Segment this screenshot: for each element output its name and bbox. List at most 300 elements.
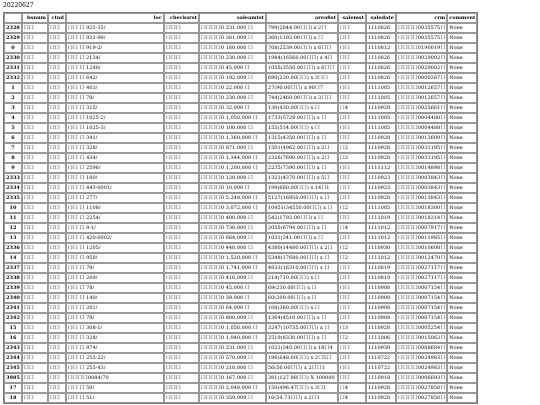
ctnd-cell: 口口 (48, 63, 66, 73)
salemst-cell: 口口 (338, 123, 366, 133)
comment-cell: None (447, 353, 477, 363)
loc-cell: 口口 口 1025-3/ (66, 123, 164, 133)
comment-cell: None (447, 383, 477, 393)
row-index: 2342 (6, 315, 20, 321)
ctnd-cell: 口口 (48, 83, 66, 93)
area8st-cell: 1315(4350.00口口) x 口 (266, 133, 338, 143)
area8st-cell: 1733(5729.00口口) x 口 (266, 113, 338, 123)
area8st-cell: 5127(16950.00口口) x 口 (266, 193, 338, 203)
table-row (4, 213, 477, 223)
salemst-cell: 口4 (338, 393, 366, 403)
table-row (4, 293, 477, 303)
checksrst-cell: 口口口 (164, 233, 199, 243)
crm-cell: 口口口口0025661口 (397, 105, 446, 111)
table-row (4, 123, 477, 133)
saledate-cell: 1110928 (366, 193, 396, 203)
salemst-cell: 口口 (338, 373, 366, 383)
checksrst-cell: 口口口 (164, 313, 199, 323)
area8st-cell: 60(200.00口口) x 口 (266, 293, 338, 303)
ctnd-cell: 口口 (48, 233, 66, 243)
crm-cell: 口口口口0003843口 (397, 185, 446, 191)
bsnum-cell: 口口 (22, 183, 48, 193)
bsnum-cell: 口口 (22, 113, 48, 123)
saleamtst-cell: 口口口口0 1,050,000 口 (199, 113, 266, 123)
table-row (4, 63, 477, 73)
saledate-cell: 1110908 (366, 313, 396, 323)
col-header-comment: comment (449, 15, 476, 21)
bsnum-cell: 口口 (22, 163, 48, 173)
saleamtst-cell: 口口口口0 32,000 口 (199, 103, 266, 113)
crm-cell: 口口口口0012657口 (397, 85, 446, 91)
saleamtst-cell: 口口口口0 871,000 口 (199, 143, 266, 153)
comment-cell: None (447, 53, 477, 63)
crm-cell: 口口口口0027117口 (397, 275, 446, 281)
checksrst-cell: 口口口 (164, 343, 199, 353)
table-row (4, 43, 477, 53)
saleamtst-cell: 口口口口0 738,000 口 (199, 223, 266, 233)
comment-cell: None (447, 73, 477, 83)
ctnd-cell: 口口 (48, 203, 66, 213)
saleamtst-cell: 口口口口0 5,248,000 口 (199, 193, 266, 203)
salemst-cell: 口口 (338, 23, 366, 33)
salemst-cell: 口口 (338, 83, 366, 93)
saleamtst-cell: 口口口口0 1,200,000 口 (199, 163, 266, 173)
checksrst-cell: 口口口 (164, 203, 199, 213)
comment-cell: None (447, 293, 477, 303)
saleamtst-cell: 口口口口0 39,000 口 (199, 293, 266, 303)
checksrst-cell: 口口口 (164, 333, 199, 343)
saledate-cell: 1110923 (366, 173, 396, 183)
saledate-cell: 1110908 (366, 293, 396, 303)
table-row (4, 343, 477, 353)
area8st-cell: 1021(340.00口口) x 18口4 (266, 343, 338, 353)
crm-cell: 口口口口0015063口 (397, 335, 446, 341)
table-row (4, 183, 477, 193)
ctnd-cell: 口口 (48, 93, 66, 103)
loc-cell: 口口 口 434/ (66, 153, 164, 163)
bsnum-cell: 口口 (22, 143, 48, 153)
salemst-cell: 口口 (338, 233, 366, 243)
bsnum-cell: 口口 (22, 323, 48, 333)
row-index: 2334 (6, 185, 20, 191)
checksrst-cell: 口口口 (164, 163, 199, 173)
comment-cell: None (447, 43, 477, 53)
area8st-cell: 150(496.47口口) x 3口1 (266, 383, 338, 393)
area8st-cell: 2519(8330.00口口) x 口 (266, 333, 338, 343)
checksrst-cell: 口口口 (164, 133, 199, 143)
salemst-cell: 口口 (338, 73, 366, 83)
comment-cell: None (447, 113, 477, 123)
saledate-cell: 1110812 (366, 43, 396, 53)
area8st-cell: 360(1193.00口口) x 口 (266, 33, 338, 43)
ctnd-cell: 口口 (48, 223, 66, 233)
saleamtst-cell: 口口口口0 167,000 口 (199, 373, 266, 383)
row-index: 2331 (6, 65, 20, 71)
loc-cell: 口口 口 950/ (66, 253, 164, 263)
saleamtst-cell: 口口口口0 45,000 口 (199, 283, 266, 293)
checksrst-cell: 口口口 (164, 303, 199, 313)
crm-cell: 口口口口0018214口 (397, 215, 446, 221)
saleamtst-cell: 口口口口0 301,000 口 (199, 33, 266, 43)
row-index: 2337 (6, 265, 20, 271)
bsnum-cell: 口口 (22, 93, 48, 103)
area8st-cell: 130(430.00口口) x 口 (266, 103, 338, 113)
table-row (4, 93, 477, 103)
ctnd-cell: 口口 (48, 163, 66, 173)
area8st-cell: 1984(16560.00口口) x 4口 (266, 53, 338, 63)
col-header-area8st: area8st (266, 13, 338, 23)
saleamtst-cell: 口口口口0 192,000 口 (199, 73, 266, 83)
area8st-cell: 768(2539.00口口) x 6口口 (266, 43, 338, 53)
row-index: 13 (4, 233, 22, 243)
checksrst-cell: 口口口 (164, 103, 199, 113)
checksrst-cell: 口口口 (164, 143, 199, 153)
comment-cell: None (447, 193, 477, 203)
saledate-cell: 1110928 (366, 323, 396, 333)
crm-cell: 口口口口0018300口 (397, 205, 446, 211)
salemst-cell: 口3 (338, 323, 366, 333)
bsnum-cell: 口口 (22, 353, 48, 363)
ctnd-cell: 口口 (48, 53, 66, 63)
salemst-cell: 口口 (338, 293, 366, 303)
saleamtst-cell: 口口口口0 359,000 口 (199, 393, 266, 403)
table-row (4, 83, 477, 93)
area8st-cell: 1055(3550.00口口) x 6口口 (266, 63, 338, 73)
salemst-cell: 口口 (338, 63, 366, 73)
area8st-cell: 199(660.00口口) x 14口1 (266, 183, 338, 193)
ctnd-cell: 口口 (48, 273, 66, 283)
area8st-cell: 196(648.00口口) x 2口5口 (266, 353, 338, 363)
row-index: 8 (4, 153, 22, 163)
row-index: 12 (4, 223, 22, 233)
row-index: 16 (4, 333, 22, 343)
comment-cell: None (447, 223, 477, 233)
col-header-saleamtst: saleamtst (199, 13, 266, 23)
checksrst-cell: 口口口 (164, 43, 199, 53)
crm-cell: 口口口口0027117口 (397, 265, 446, 271)
saledate-cell: 1110826 (366, 33, 396, 43)
saleamtst-cell: 口口口口0 664,000 口 (199, 233, 266, 243)
loc-cell: 口口 口 308-1/ (66, 323, 164, 333)
checksrst-cell: 口口口 (164, 113, 199, 123)
loc-cell: 口口 口 78/ (66, 313, 164, 323)
saleamtst-cell: 口口口口0 10,000 口 (199, 183, 266, 193)
checksrst-cell: 口口口 (164, 373, 199, 383)
bsnum-cell: 口口 (22, 73, 48, 83)
salemst-cell: 口口 (338, 353, 366, 363)
comment-cell: None (447, 123, 477, 133)
comment-cell: None (447, 363, 477, 373)
comment-cell: None (447, 83, 477, 93)
bsnum-cell: 口口 (22, 303, 48, 313)
saleamtst-cell: 口口口口0 1,344,000 口 (199, 153, 266, 163)
checksrst-cell: 口口口 (164, 73, 199, 83)
table-row (4, 153, 477, 163)
area8st-cell: 1501(4962.00口口) x 2口 (266, 143, 338, 153)
saleamtst-cell: 口口口口0 128,000 口 (199, 173, 266, 183)
loc-cell: 口口 口 78/ (66, 93, 164, 103)
saledate-cell: 1110826 (366, 53, 396, 63)
loc-cell: 口口 口 1108/ (66, 203, 164, 213)
crm-cell: 口口口口0029002口 (397, 65, 446, 71)
row-index: 11 (4, 213, 22, 223)
salemst-cell: 口口 (338, 313, 366, 323)
row-index: 2345 (6, 365, 20, 371)
saledate-cell: 1111005 (366, 93, 396, 103)
table-row (4, 23, 477, 33)
saledate-cell: 1110928 (366, 153, 396, 163)
crm-cell: 口口口口0007917口 (397, 225, 446, 231)
crm-cell: 口口口口0004488口 (397, 115, 446, 121)
header-row (4, 13, 477, 23)
saledate-cell: 1110928 (366, 393, 396, 403)
saleamtst-cell: 口口口口0 1,741,000 口 (199, 263, 266, 273)
loc-cell: 口口 口 8-1/ (66, 223, 164, 233)
comment-cell: None (447, 263, 477, 273)
table-row (4, 223, 477, 233)
crm-cell: 口口口口0004488口 (397, 125, 446, 131)
loc-cell: 口口 口 2134/ (66, 53, 164, 63)
saledate-cell: 1111006 (366, 333, 396, 343)
crm-cell: 口口口口0031195口 (397, 155, 446, 161)
comment-cell: None (447, 273, 477, 283)
saledate-cell: 1110722 (366, 353, 396, 363)
saleamtst-cell: 口口口口0 416,000 口 (199, 273, 266, 283)
salemst-cell: 口口 (338, 363, 366, 373)
row-index: 2332 (6, 75, 20, 81)
saledate-cell: 1110819 (366, 263, 396, 273)
bsnum-cell: 口口 (22, 23, 48, 33)
comment-cell: None (447, 93, 477, 103)
area8st-cell: 2326(7690.00口口) x 2口 (266, 153, 338, 163)
ctnd-cell: 口口 (48, 333, 66, 343)
comment-cell: None (447, 33, 477, 43)
salemst-cell: 口口 (338, 53, 366, 63)
checksrst-cell: 口口口 (164, 63, 199, 73)
saledate-cell: 1110930 (366, 343, 396, 353)
salemst-cell: 口4 (338, 103, 366, 113)
ctnd-cell: 口口 (48, 33, 66, 43)
salemst-cell: 口2 (338, 203, 366, 213)
ctnd-cell: 口口 (48, 243, 66, 253)
ctnd-cell: 口口 (48, 353, 66, 363)
row-index: 4 (4, 113, 22, 123)
loc-cell: 口口 口 78/ (66, 263, 164, 273)
comment-cell: None (447, 393, 477, 403)
row-index: 2338 (6, 275, 20, 281)
crm-cell: 口口口口0007154口 (397, 315, 446, 321)
bsnum-cell: 口口 (22, 193, 48, 203)
table-row (4, 143, 477, 153)
salemst-cell: 口口 (338, 213, 366, 223)
loc-cell: 口口 口 180/ (66, 173, 164, 183)
loc-cell: 口口 口 51/ (66, 393, 164, 403)
crm-cell: 口口口口0008684口 (397, 345, 446, 351)
crm-cell: 口口口口0013843口 (397, 195, 446, 201)
ctnd-cell: 口口 (48, 143, 66, 153)
ctnd-cell: 口口 (48, 343, 66, 353)
row-index: 2339 (6, 285, 20, 291)
comment-cell: None (447, 143, 477, 153)
table-row (4, 103, 477, 113)
bsnum-cell: 口口 (22, 383, 48, 393)
bsnum-cell: 口口 (22, 263, 48, 273)
loc-cell: 口口 口 2596/ (66, 163, 164, 173)
salemst-cell: 口口 (338, 173, 366, 183)
salemst-cell: 口2 (338, 243, 366, 253)
row-index: 2330 (6, 55, 20, 61)
ctnd-cell: 口口 (48, 43, 66, 53)
area8st-cell: 2235(7390.00口口) x 口 (266, 163, 338, 173)
row-index: 2341 (6, 305, 20, 311)
loc-cell: 口口 口 328/ (66, 333, 164, 343)
saleamtst-cell: 口口口口0 231,000 口 (199, 343, 266, 353)
salemst-cell: 口2 (338, 143, 366, 153)
bsnum-cell: 口口 (22, 373, 48, 383)
row-index: 15 (4, 323, 22, 333)
comment-cell: None (447, 343, 477, 353)
salemst-cell: 口口 (338, 33, 366, 43)
comment-cell: None (447, 133, 477, 143)
comment-cell: None (447, 63, 477, 73)
saledate-cell: 1111005 (366, 83, 396, 93)
table-row (4, 193, 477, 203)
area8st-cell: 1321(4370.00口口) x 5口 (266, 173, 338, 183)
ctnd-cell: 口口 (48, 153, 66, 163)
bsnum-cell: 口口 (22, 83, 48, 93)
saledate-cell: 1110923 (366, 183, 396, 193)
ctnd-cell: 口口 (48, 73, 66, 83)
row-index: 2333 (6, 175, 20, 181)
table-row (4, 283, 477, 293)
table-row (4, 113, 477, 123)
area8st-cell: 744(2460.00口口) x 3口口 (266, 93, 338, 103)
bsnum-cell: 口口 (22, 133, 48, 143)
checksrst-cell: 口口口 (164, 273, 199, 283)
col-header-loc: loc (66, 13, 164, 23)
row-index: 1 (4, 83, 22, 93)
ctnd-cell: 口口 (48, 213, 66, 223)
loc-cell: 口口 口 921-35/ (66, 23, 164, 33)
crm-cell: 口口口口0031195口 (397, 145, 446, 151)
loc-cell: 口口 口 255-22/ (66, 353, 164, 363)
area8st-cell: 108(360.00口口) x 口 (266, 303, 338, 313)
comment-cell: None (447, 313, 477, 323)
area8st-cell: 4380(14480.00口口) x 2口 (266, 243, 338, 253)
area8st-cell: 5348(17680.00口口) x 口 (266, 253, 338, 263)
salemst-cell: 口口 (338, 183, 366, 193)
loc-cell: 口口 口 443-0001/ (66, 183, 164, 193)
loc-cell: 口口 口 1205/ (66, 243, 164, 253)
table-row (4, 273, 477, 283)
salemst-cell: 口口 (338, 93, 366, 103)
ctnd-cell: 口口 (48, 183, 66, 193)
saleamtst-cell: 口口口口0 2,048,000 口 (199, 383, 266, 393)
crm-cell: 口口口口0005254口 (397, 325, 446, 331)
checksrst-cell: 口口口 (164, 93, 199, 103)
area8st-cell: 4933(16310.00口口) x 口 (266, 263, 338, 273)
saleamtst-cell: 口口口口0 22,000 口 (199, 83, 266, 93)
table-row (4, 73, 477, 83)
area8st-cell: 56(56.00口口) x 2口口1 (266, 363, 338, 373)
loc-cell: 口口 口 403/ (66, 83, 164, 93)
loc-cell: 口口 口 315/ (66, 103, 164, 113)
row-index: 3 (4, 103, 22, 113)
row-index: 18 (4, 393, 22, 403)
row-index: 2336 (6, 245, 20, 251)
ctnd-cell: 口口 (48, 23, 66, 33)
saledate-cell: 1111005 (366, 113, 396, 123)
area8st-cell: 799(2644.00口口) x 2口 (266, 23, 338, 33)
comment-cell: None (447, 253, 477, 263)
saleamtst-cell: 口口口口0 1,360,000 口 (199, 133, 266, 143)
salemst-cell: 口口 (338, 133, 366, 143)
saleamtst-cell: 口口口口0 45,000 口 (199, 63, 266, 73)
loc-cell: 口口 口 2254/ (66, 213, 164, 223)
crm-cell: 口口口口0027850口 (397, 385, 446, 391)
row-index: 17 (4, 383, 22, 393)
loc-cell: 口口 口 921-90/ (66, 33, 164, 43)
area8st-cell: 542(1792.00口口) x 口 (266, 213, 338, 223)
ctnd-cell: 口口 (48, 253, 66, 263)
ctnd-cell: 口口 (48, 363, 66, 373)
bsnum-cell: 口口 (22, 253, 48, 263)
table-row (4, 313, 477, 323)
checksrst-cell: 口口口 (164, 293, 199, 303)
ctnd-cell: 口口 (48, 303, 66, 313)
crm-cell: 口口口口0010608口 (397, 245, 446, 251)
loc-cell: 口口 口 642/ (66, 73, 164, 83)
ctnd-cell: 口口 (48, 323, 66, 333)
col-header-ctnd: ctnd (48, 13, 66, 23)
checksrst-cell: 口口口 (164, 153, 199, 163)
row-index: 5 (4, 123, 22, 133)
salemst-cell: 口口 (338, 43, 366, 53)
saledate-cell: 1111019 (366, 213, 396, 223)
row-index: 2335 (6, 195, 20, 201)
saleamtst-cell: 口口口口0 448,000 口 (199, 243, 266, 253)
comment-cell: None (447, 303, 477, 313)
comment-cell: None (447, 373, 477, 383)
checksrst-cell: 口口口 (164, 323, 199, 333)
row-index: 2340 (6, 295, 20, 301)
crm-cell: 口口口口0013609口 (397, 135, 446, 141)
comment-cell: None (447, 213, 477, 223)
loc-cell: 口口 口 328/ (66, 143, 164, 153)
crm-cell: 口口口口0024983口 (397, 365, 446, 371)
comment-cell: None (447, 283, 477, 293)
bsnum-cell: 口口 (22, 63, 48, 73)
bsnum-cell: 口口 (22, 273, 48, 283)
salemst-cell: 口口 (338, 113, 366, 123)
table-row (4, 133, 477, 143)
row-index: 2344 (6, 355, 20, 361)
saledate-cell: 1110722 (366, 363, 396, 373)
crm-cell: 口口口口0006693口 (397, 375, 446, 381)
crm-cell: 口口口口0007154口 (397, 305, 446, 311)
loc-cell: 口口 口 341/ (66, 133, 164, 143)
bsnum-cell: 口口 (22, 53, 48, 63)
salemst-cell: 口口 (338, 343, 366, 353)
bsnum-cell: 口口 (22, 213, 48, 223)
saleamtst-cell: 口口口口0 1,056,000 口 (199, 323, 266, 333)
report-date-caption: 20220627 (3, 2, 34, 9)
row-index: 2343 (6, 345, 20, 351)
col-header-salemst: salemst (338, 13, 366, 23)
ctnd-cell: 口口 (48, 263, 66, 273)
ctnd-cell: 口口 (48, 393, 66, 403)
bsnum-cell: 口口 (22, 393, 48, 403)
